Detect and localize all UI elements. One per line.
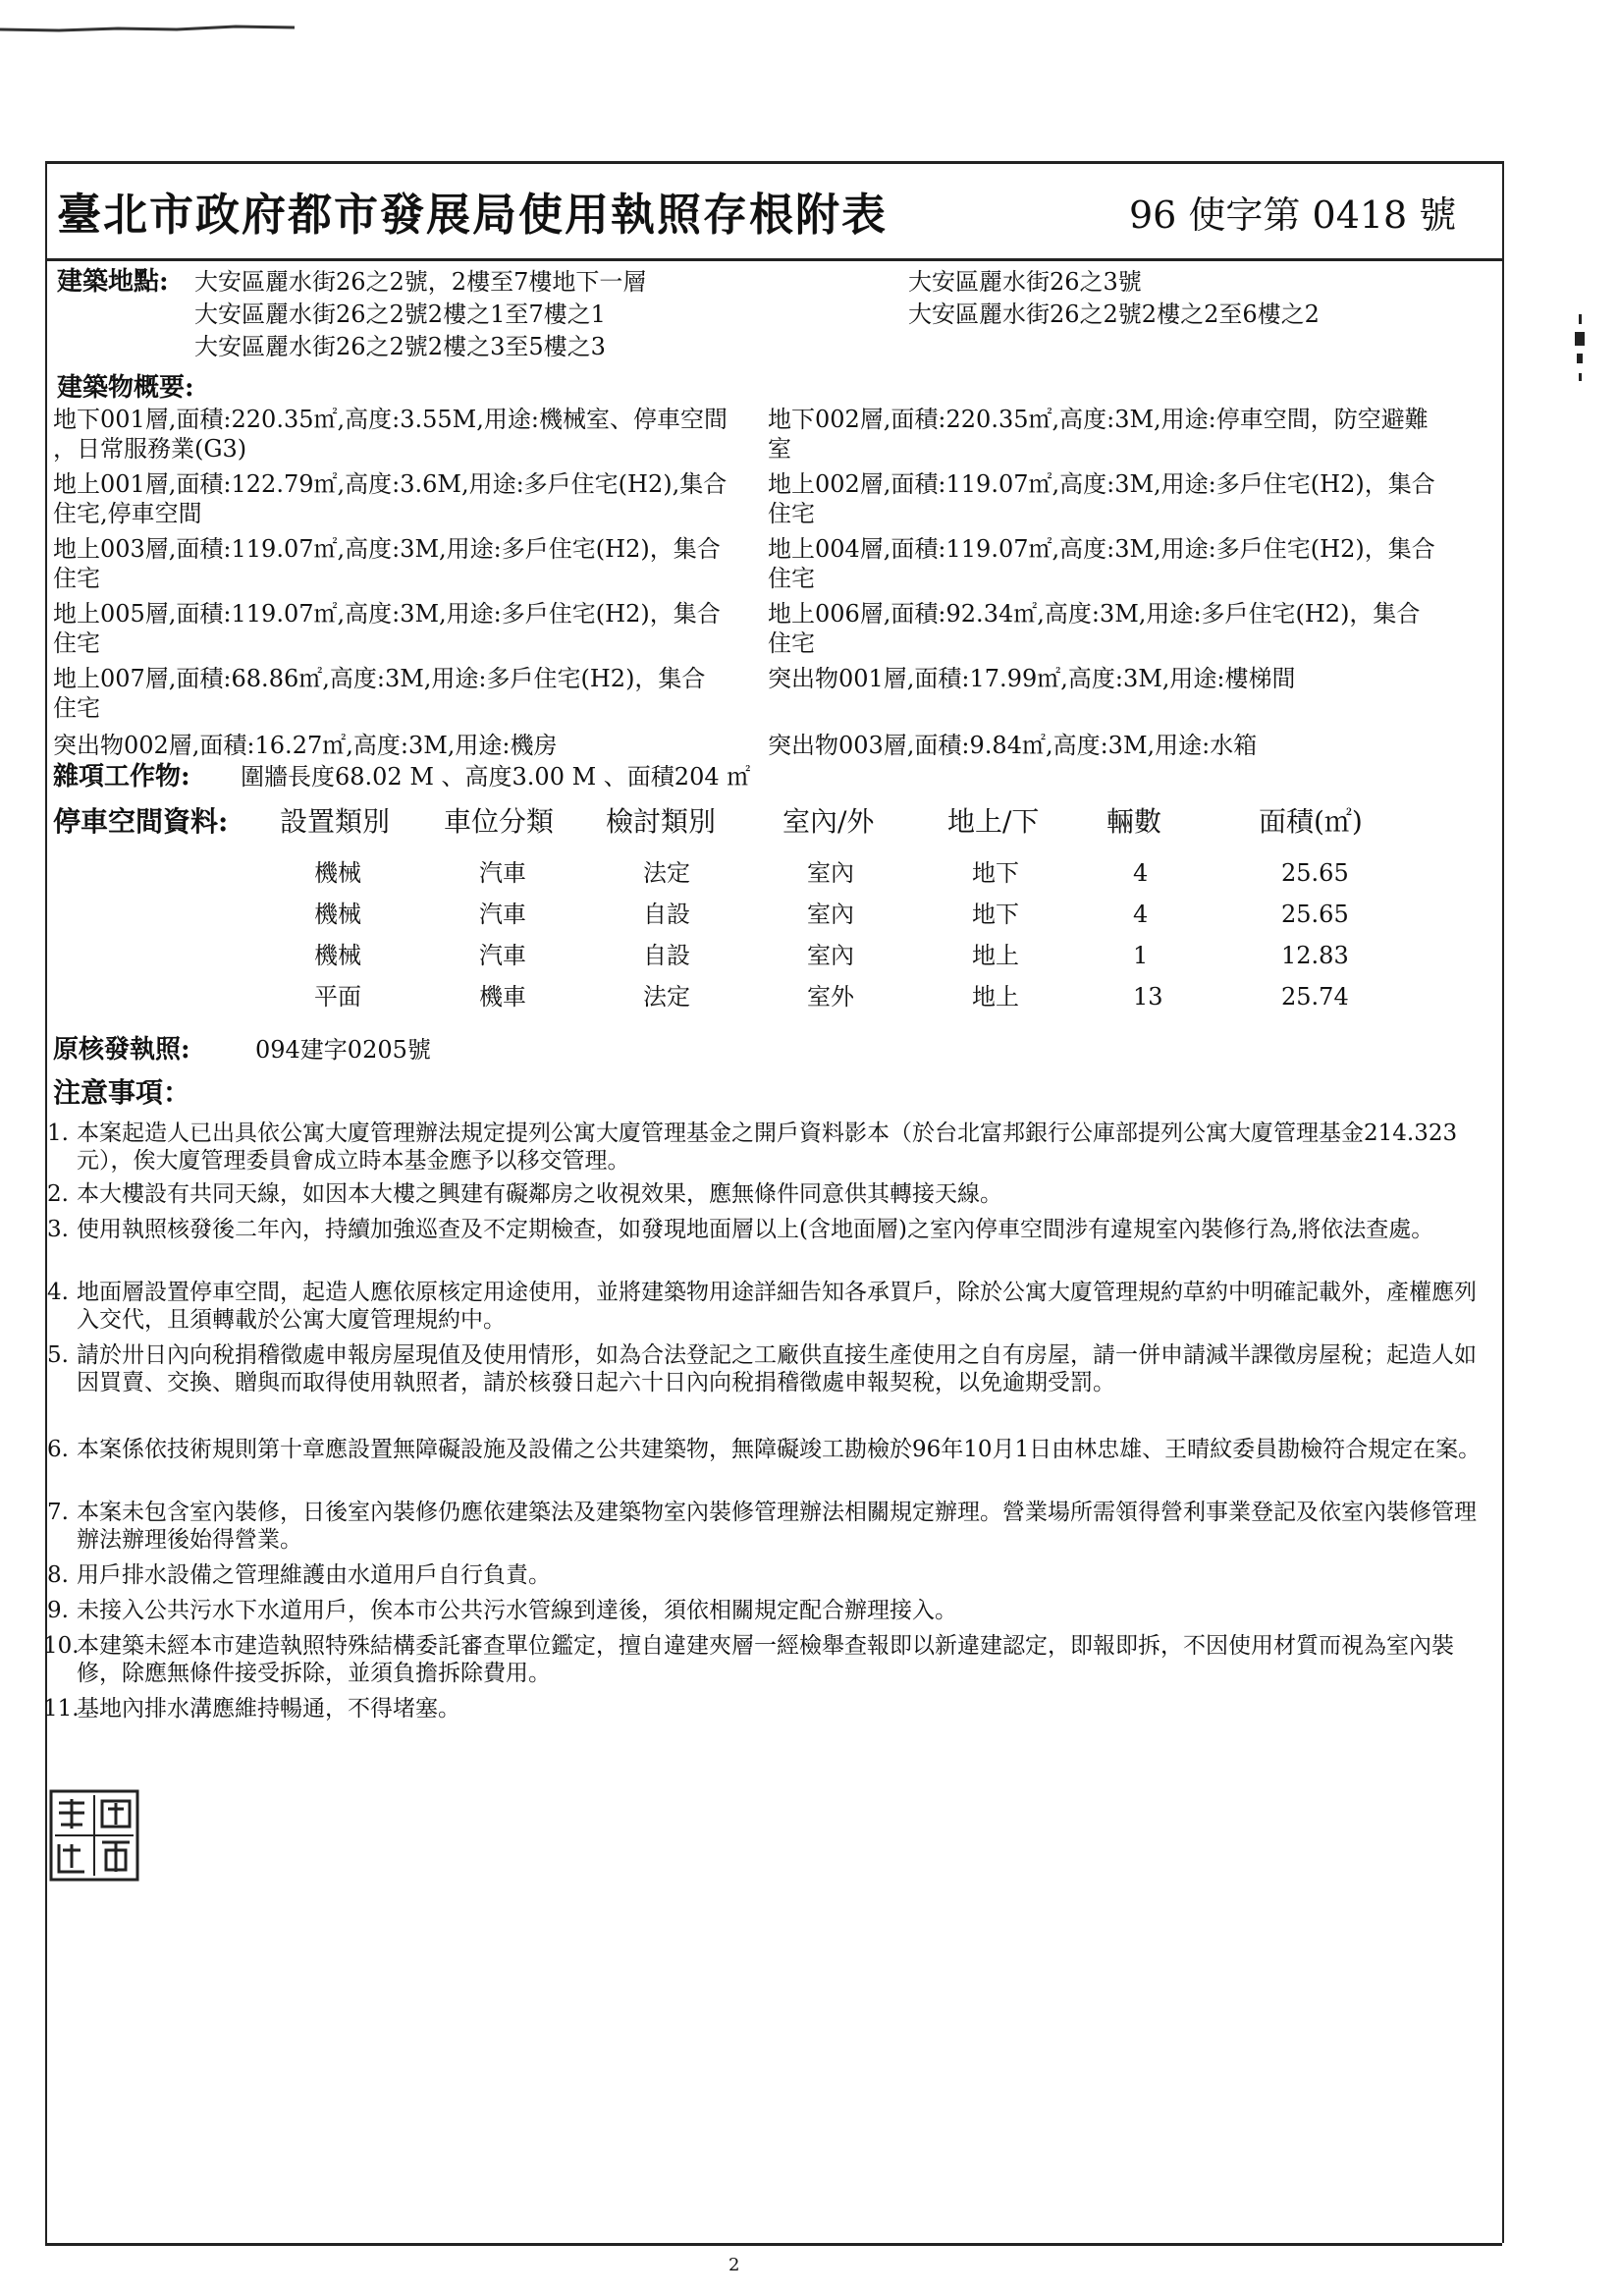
floor-entry: 突出物003層,面積:9.84㎡,高度:3M,用途:水箱 (768, 732, 1258, 759)
parking-cell: 法定 (643, 983, 690, 1011)
parking-cell: 地下 (972, 859, 1019, 887)
parking-cell: 地下 (972, 901, 1019, 928)
floor-entry: 地上003層,面積:119.07㎡,高度:3M,用途:多戶住宅(H2)，集合 (53, 535, 721, 563)
note-number: 2. (47, 1181, 69, 1207)
parking-cell: 機械 (314, 901, 361, 928)
note-number: 8. (47, 1562, 69, 1588)
parking-cell: 汽車 (479, 859, 526, 887)
note-number: 1. (47, 1121, 69, 1146)
parking-header: 車位分類 (444, 805, 555, 838)
floor-entry: 地下001層,面積:220.35㎡,高度:3.55M,用途:機械室、停車空間 (53, 406, 728, 433)
site-address: 大安區麗水街26之2號2樓之3至5樓之3 (194, 333, 606, 360)
parking-cell: 13 (1133, 983, 1163, 1011)
parking-cell: 平面 (314, 983, 361, 1011)
floor-entry: 地下002層,面積:220.35㎡,高度:3M,用途:停車空間，防空避難 (768, 406, 1429, 433)
floor-entry: 突出物001層,面積:17.99㎡,高度:3M,用途:樓梯間 (768, 665, 1296, 692)
parking-cell: 機械 (314, 859, 361, 887)
site-address: 大安區麗水街26之2號，2樓至7樓地下一層 (194, 268, 647, 296)
overview-label: 建築物概要: (57, 373, 194, 403)
site-address: 大安區麗水街26之3號 (908, 268, 1142, 296)
note-text: 用戶排水設備之管理維護由水道用戶自行負責。 (77, 1562, 551, 1588)
parking-cell: 自設 (643, 901, 690, 928)
floor-entry: 室 (768, 435, 791, 463)
parking-cell: 室外 (807, 983, 854, 1011)
original-permit-value: 094建字0205號 (255, 1036, 431, 1064)
page-mark: 2 (728, 2255, 740, 2275)
note-text: 本案起造人已出具依公寓大廈管理辦法規定提列公寓大廈管理基金之開戶資料影本（於台北富邦銀行公庫部提列公寓大廈管理基金214.323 元），俟大廈管理委員會成立時本基金應予以移交管理。 (77, 1121, 1481, 1174)
note-text: 本案未包含室內裝修，日後室內裝修仍應依建築法及建築物室內裝修管理辦法相關規定辦理。營業場所需領得營利事業登記及依室內裝修管理辦法辦理後始得營業。 (77, 1500, 1477, 1553)
site-address: 大安區麗水街26之2號2樓之1至7樓之1 (194, 301, 606, 328)
parking-cell: 12.83 (1281, 942, 1349, 969)
parking-cell: 汽車 (479, 942, 526, 969)
parking-header: 輛數 (1106, 805, 1162, 838)
original-permit-label: 原核發執照: (53, 1035, 190, 1065)
note-number: 11. (43, 1696, 80, 1722)
note-number: 4. (47, 1280, 69, 1305)
permit-number: 96 使字第 0418 號 (1129, 193, 1457, 237)
document-title: 臺北市政府都市發展局使用執照存根附表 (57, 189, 889, 241)
parking-cell: 法定 (643, 859, 690, 887)
parking-cell: 室內 (807, 901, 854, 928)
bottom-rule (45, 2243, 1502, 2246)
note-text: 未接入公共污水下水道用戶，俟本市公共污水管線到達後，須依相關規定配合辦理接入。 (77, 1598, 957, 1623)
scan-smudge (0, 22, 314, 35)
parking-cell: 25.65 (1281, 901, 1349, 928)
floor-entry: 住宅 (53, 629, 100, 657)
parking-cell: 機車 (479, 983, 526, 1011)
floor-entry: 地上001層,面積:122.79㎡,高度:3.6M,用途:多戶住宅(H2),集合 (53, 470, 728, 498)
floor-entry: 住宅 (53, 694, 100, 722)
parking-label: 停車空間資料: (53, 805, 229, 838)
note-number: 6. (47, 1437, 69, 1462)
floor-entry: 住宅 (53, 565, 100, 592)
note-number: 7. (47, 1500, 69, 1525)
floor-entry: 住宅 (768, 500, 815, 527)
parking-header: 地上/下 (947, 805, 1040, 838)
floor-entry: ，日常服務業(G3) (53, 435, 247, 463)
note-number: 9. (47, 1598, 69, 1623)
note-text: 使用執照核發後二年內，持續加強巡查及不定期檢查，如發現地面層以上(含地面層)之室內停車空間涉有違規室內裝修行為,將依法查處。 (77, 1217, 1434, 1242)
parking-header: 檢討類別 (606, 805, 717, 838)
floor-entry: 地上007層,面積:68.86㎡,高度:3M,用途:多戶住宅(H2)，集合 (53, 665, 706, 692)
note-text: 請於卅日內向稅捐稽徵處申報房屋現值及使用情形，如為合法登記之工廠供直接生產使用之自有房屋，請一併申請減半課徵房屋稅；起造人如因買賣、交換、贈與而取得使用執照者，請於核發日起六十日內向稅捐稽徵處申報契稅，以免逾期受罰。 (77, 1342, 1477, 1395)
parking-cell: 4 (1133, 901, 1149, 928)
parking-cell: 室內 (807, 859, 854, 887)
official-seal (49, 1789, 139, 1882)
parking-cell: 地上 (972, 983, 1019, 1011)
parking-header: 面積(㎡) (1259, 805, 1363, 838)
floor-entry: 突出物002層,面積:16.27㎡,高度:3M,用途:機房 (53, 732, 558, 759)
parking-header: 室內/外 (782, 805, 875, 838)
note-number: 10. (43, 1633, 80, 1659)
parking-cell: 1 (1133, 942, 1149, 969)
parking-cell: 25.74 (1281, 983, 1349, 1011)
floor-entry: 住宅,停車空間 (53, 500, 202, 527)
floor-entry: 地上005層,面積:119.07㎡,高度:3M,用途:多戶住宅(H2)，集合 (53, 600, 721, 628)
misc-label: 雜項工作物: (53, 762, 190, 792)
margin-mark (1571, 312, 1591, 391)
note-text: 本大樓設有共同天線，如因本大樓之興建有礙鄰房之收視效果，應無條件同意供其轉接天線。 (77, 1181, 1002, 1207)
floor-entry: 住宅 (768, 629, 815, 657)
parking-header: 設置類別 (280, 805, 391, 838)
misc-value: 圍牆長度68.02 M 、高度3.00 M 、面積204 ㎡ (241, 763, 751, 791)
floor-entry: 地上002層,面積:119.07㎡,高度:3M,用途:多戶住宅(H2)，集合 (768, 470, 1435, 498)
site-address: 大安區麗水街26之2號2樓之2至6樓之2 (908, 301, 1320, 328)
parking-cell: 自設 (643, 942, 690, 969)
parking-cell: 25.65 (1281, 859, 1349, 887)
parking-cell: 4 (1133, 859, 1149, 887)
notes-label: 注意事項： (53, 1076, 191, 1109)
note-text: 本案係依技術規則第十章應設置無障礙設施及設備之公共建築物，無障礙竣工勘檢於96年10月1日由林忠雄、王晴紋委員勘檢符合規定在案。 (77, 1437, 1482, 1462)
parking-cell: 機械 (314, 942, 361, 969)
parking-cell: 汽車 (479, 901, 526, 928)
note-number: 5. (47, 1342, 69, 1368)
floor-entry: 住宅 (768, 565, 815, 592)
note-text: 地面層設置停車空間，起造人應依原核定用途使用，並將建築物用途詳細告知各承買戶，除於公寓大廈管理規約草約中明確記載外，產權應列入交代，且須轉載於公寓大廈管理規約中。 (77, 1280, 1477, 1333)
note-text: 本建築未經本市建造執照特殊結構委託審查單位鑑定，擅自違建夾層一經檢舉查報即以新違建認定，即報即拆，不因使用材質而視為室內裝修，除應無條件接受拆除，並須負擔拆除費用。 (77, 1633, 1454, 1686)
floor-entry: 地上004層,面積:119.07㎡,高度:3M,用途:多戶住宅(H2)，集合 (768, 535, 1435, 563)
floor-entry: 地上006層,面積:92.34㎡,高度:3M,用途:多戶住宅(H2)，集合 (768, 600, 1421, 628)
parking-cell: 地上 (972, 942, 1019, 969)
site-label: 建築地點: (57, 267, 169, 297)
parking-cell: 室內 (807, 942, 854, 969)
note-number: 3. (47, 1217, 69, 1242)
note-text: 基地內排水溝應維持暢通，不得堵塞。 (77, 1696, 460, 1722)
